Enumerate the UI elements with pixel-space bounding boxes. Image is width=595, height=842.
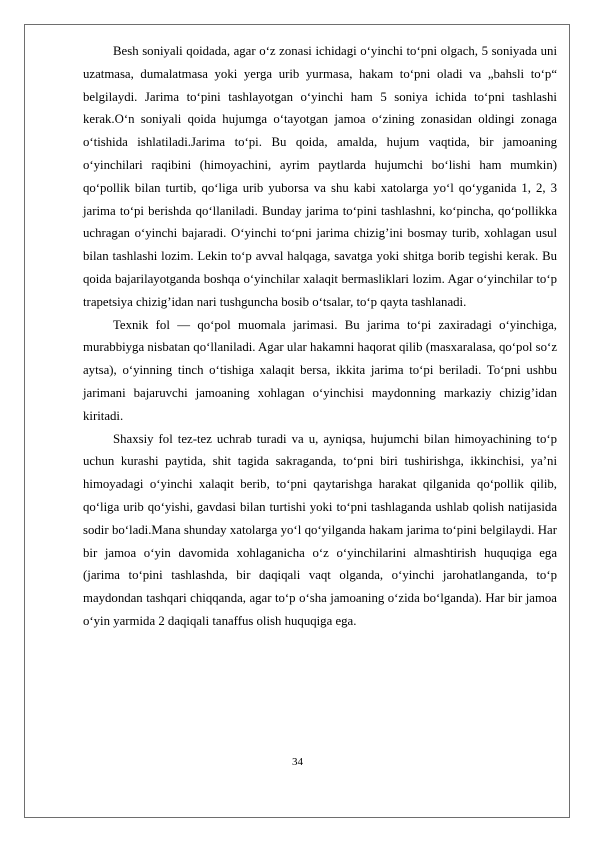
paragraph-five-second-rule: Besh soniyali qoidada, agar o‘z zonasi ichidagi o‘yinchi to‘pni olgach, 5 soniyada uni uzatmasa, dumalatmasa yoki yerga urib yurmasa, hakam to‘pni oladi va „bahsli to‘p“ belgilaydi. Jarima to‘pini tashlayotgan o‘yinchi ham 5 soniya ichida to‘pni tashlashi kerak.O‘n soniyali qoida hujumga o‘tayotgan jamoa o‘zining zonasidan oldingi zonaga o‘tishida ishlatiladi.Jarima to‘pi. Bu qoida, amalda, hujum vaqtida, bir jamoaning o‘yinchilari raqibini (himoyachini, ayrim paytlarda hujumchi bo‘lishi ham mumkin) qo‘pollik bilan turtib, qo‘liga urib yuborsa va shu kabi xatolarga yo‘l qo‘yganida 1, 2, 3 jarima to‘pi berishda qo‘llaniladi. Bunday jarima to‘pini tashlashni, ko‘pincha, qo‘pollikka uchragan o‘yinchi bajaradi. O‘yinchi to‘pni jarima chizig’ini bosmay turib, xohlagan usul bilan tashlashi lozim. Lekin to‘p avval halqaga, savatga yoki shitga borib tegishi kerak. Bu qoida bajarilayotganda boshqa o‘yinchilar xalaqit bermasliklari lozim. Agar o‘yinchilar to‘p trapetsiya chizig’idan nari tushguncha bosib o‘tsalar, to‘p qayta tashlanadi. xyxy=(83,44,557,309)
paragraph-personal-foul: Shaxsiy fol tez-tez uchrab turadi va u, ayniqsa, hujumchi bilan himoyachining to‘p uchun kurashi paytida, shit tagida sakraganda, to‘pni biri tushirishga, ikkinchisi, ya’ni himoyadagi o‘yinchi xalaqit berib, to‘pni qaytarishga harakat qilganida qo‘pollik qilib, qo‘liga urib qo‘yishi, gavdasi bilan turtishi yoki to‘pni tashlaganda ushlab qolish natijasida sodir bo‘ladi.Mana shunday xatolarga yo‘l qo‘yilganda hakam jarima to‘pini belgilaydi. Har bir jamoa o‘yin davomida xohlaganicha o‘z o‘yinchilarini almashtirish huquqiga ega (jarima to‘pini tashlashda, bir daqiqali vaqt olganda, o‘yinchi jarohatlanganda, to‘p maydondan tashqari chiqqanda, agar to‘p o‘sha jamoaning o‘zida bo‘lganda). Har bir jamoa o‘yin yarmida 2 daqiqali tanaffus olish huquqiga ega. xyxy=(83,431,557,628)
page-number: 34 xyxy=(292,756,303,768)
body-text xyxy=(83,40,557,633)
paragraph-technical-foul: Texnik fol — qo‘pol muomala jarimasi. Bu jarima to‘pi zaxiradagi o‘yinchiga, murabbiyga nisbatan qo‘llaniladi. Agar ular hakamni haqorat qilib (masxaralasa, qo‘pol so‘z aytsa), o‘yinning tinch o‘tishiga xalaqit bersa, ikkita jarima to‘pi beriladi. To‘pni ushbu jarimani bajaruvchi jamoaning xohlagan o‘yinchisi maydonning markaziy chizig’idan kiritadi. xyxy=(83,317,557,423)
